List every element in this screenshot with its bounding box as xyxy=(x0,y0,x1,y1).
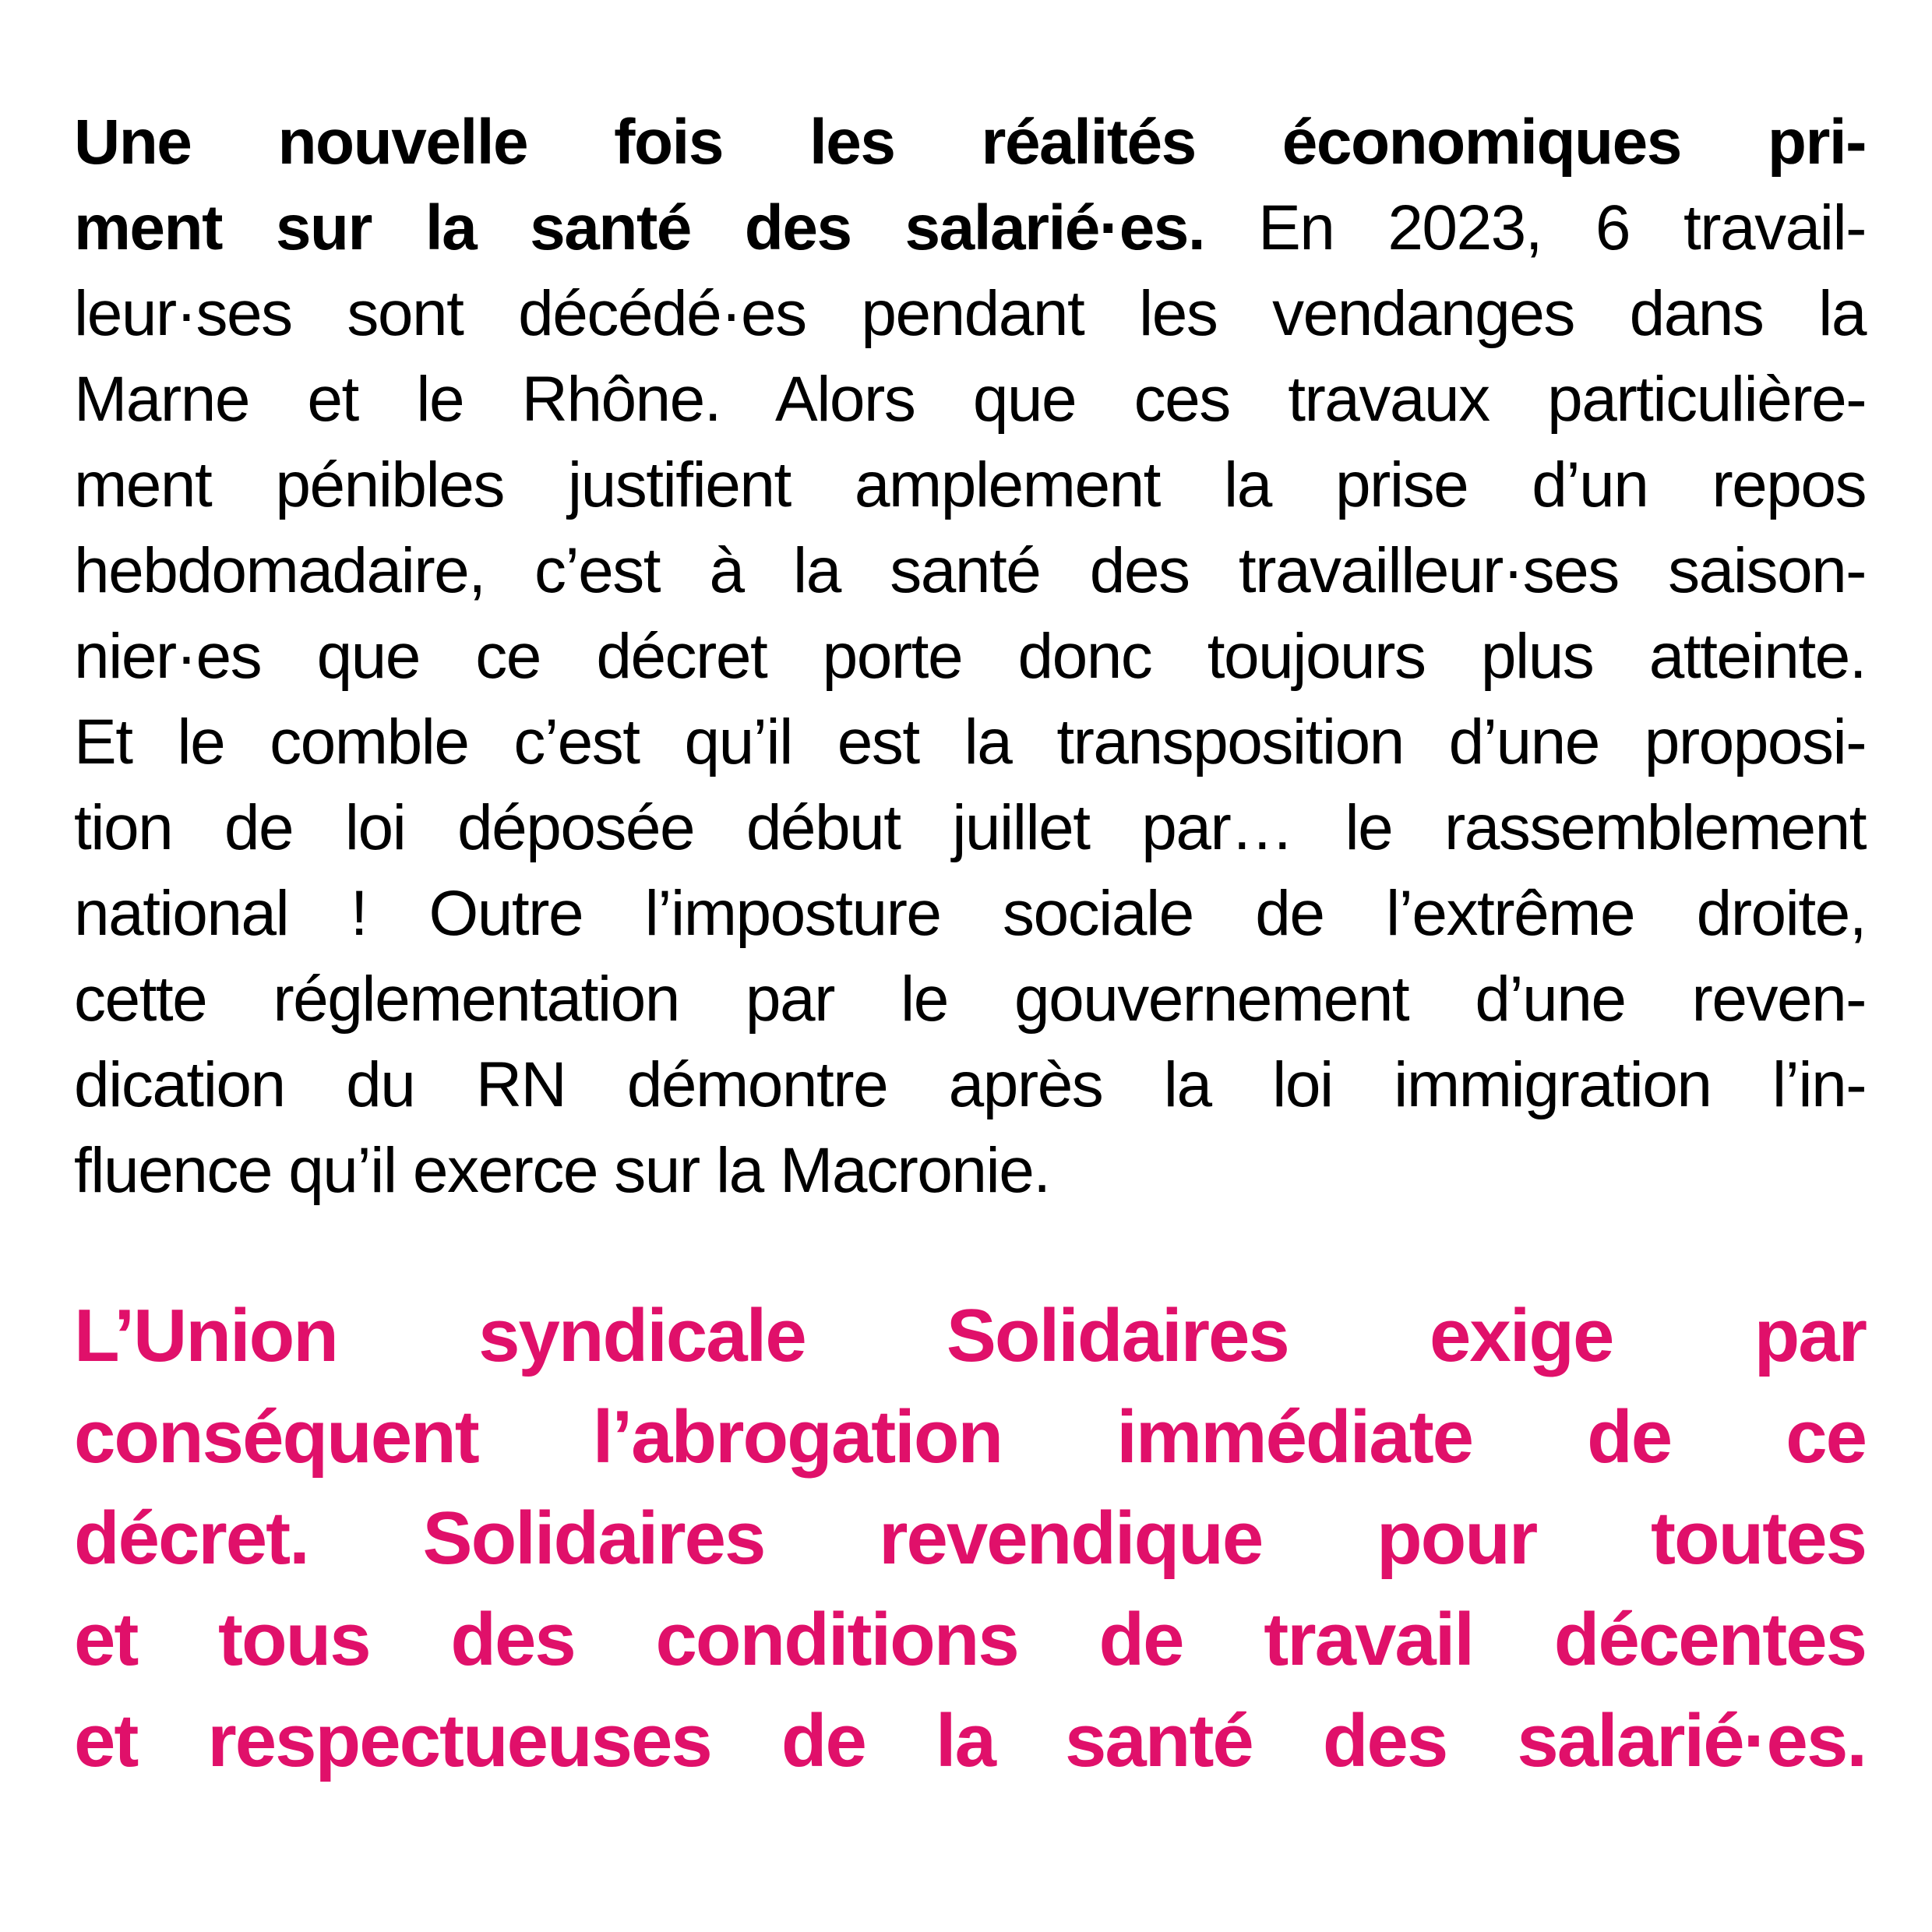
intro-line-regular-segment: fluence qu’il exerce sur la Macronie. xyxy=(74,1135,1050,1206)
intro-paragraph xyxy=(74,100,1866,1214)
intro-line xyxy=(74,100,1866,185)
demand-line: décret. Solidaires revendique pour toutes xyxy=(74,1497,1866,1580)
intro-line xyxy=(74,871,1866,957)
demand-line: L’Union syndicale Solidaires exige par xyxy=(74,1294,1866,1377)
demand-paragraph xyxy=(74,1285,1866,1792)
demand-line: conséquent l’abrogation immédiate de ce xyxy=(74,1395,1866,1479)
intro-line xyxy=(74,528,1866,614)
intro-line-regular-segment: ment pénibles justifient amplement la prise d’un repos xyxy=(74,450,1866,520)
intro-line-regular-segment: tion de loi déposée début juillet par… le rassemblement xyxy=(74,792,1866,863)
demand-line: et tous des conditions de travail décentes xyxy=(74,1598,1866,1681)
intro-line xyxy=(74,357,1866,442)
intro-line xyxy=(74,785,1866,871)
intro-line xyxy=(74,957,1866,1042)
document-page xyxy=(74,100,1866,1792)
intro-line xyxy=(74,271,1866,357)
intro-line-regular-segment: En 2023, 6 travail- xyxy=(1204,192,1866,263)
intro-line xyxy=(74,1128,1866,1214)
intro-line xyxy=(74,700,1866,785)
intro-line-regular-segment: leur·ses sont décédé·es pendant les vendanges dans la xyxy=(74,278,1866,349)
intro-line-regular-segment: nier·es que ce décret porte donc toujours plus atteinte. xyxy=(74,621,1866,692)
intro-line xyxy=(74,614,1866,700)
intro-line xyxy=(74,185,1866,271)
intro-line-regular-segment: Et le comble c’est qu’il est la transposition d’une proposi- xyxy=(74,707,1866,777)
intro-line-bold-segment: Une nouvelle fois les réalités économiques pri- xyxy=(74,107,1866,178)
intro-line-regular-segment: hebdomadaire, c’est à la santé des travailleur·ses saison- xyxy=(74,535,1866,606)
intro-line-regular-segment: Marne et le Rhône. Alors que ces travaux particulière- xyxy=(74,364,1866,435)
intro-line-regular-segment: national ! Outre l’imposture sociale de l’extrême droite, xyxy=(74,878,1866,949)
intro-line-regular-segment: cette réglementation par le gouvernement d’une reven- xyxy=(74,964,1866,1035)
intro-line xyxy=(74,442,1866,528)
intro-line-bold-segment: ment sur la santé des salarié·es. xyxy=(74,192,1205,263)
demand-line: et respectueuses de la santé des salarié·es. xyxy=(74,1699,1866,1782)
intro-line xyxy=(74,1042,1866,1128)
intro-line-regular-segment: dication du RN démontre après la loi immigration l’in- xyxy=(74,1049,1866,1120)
